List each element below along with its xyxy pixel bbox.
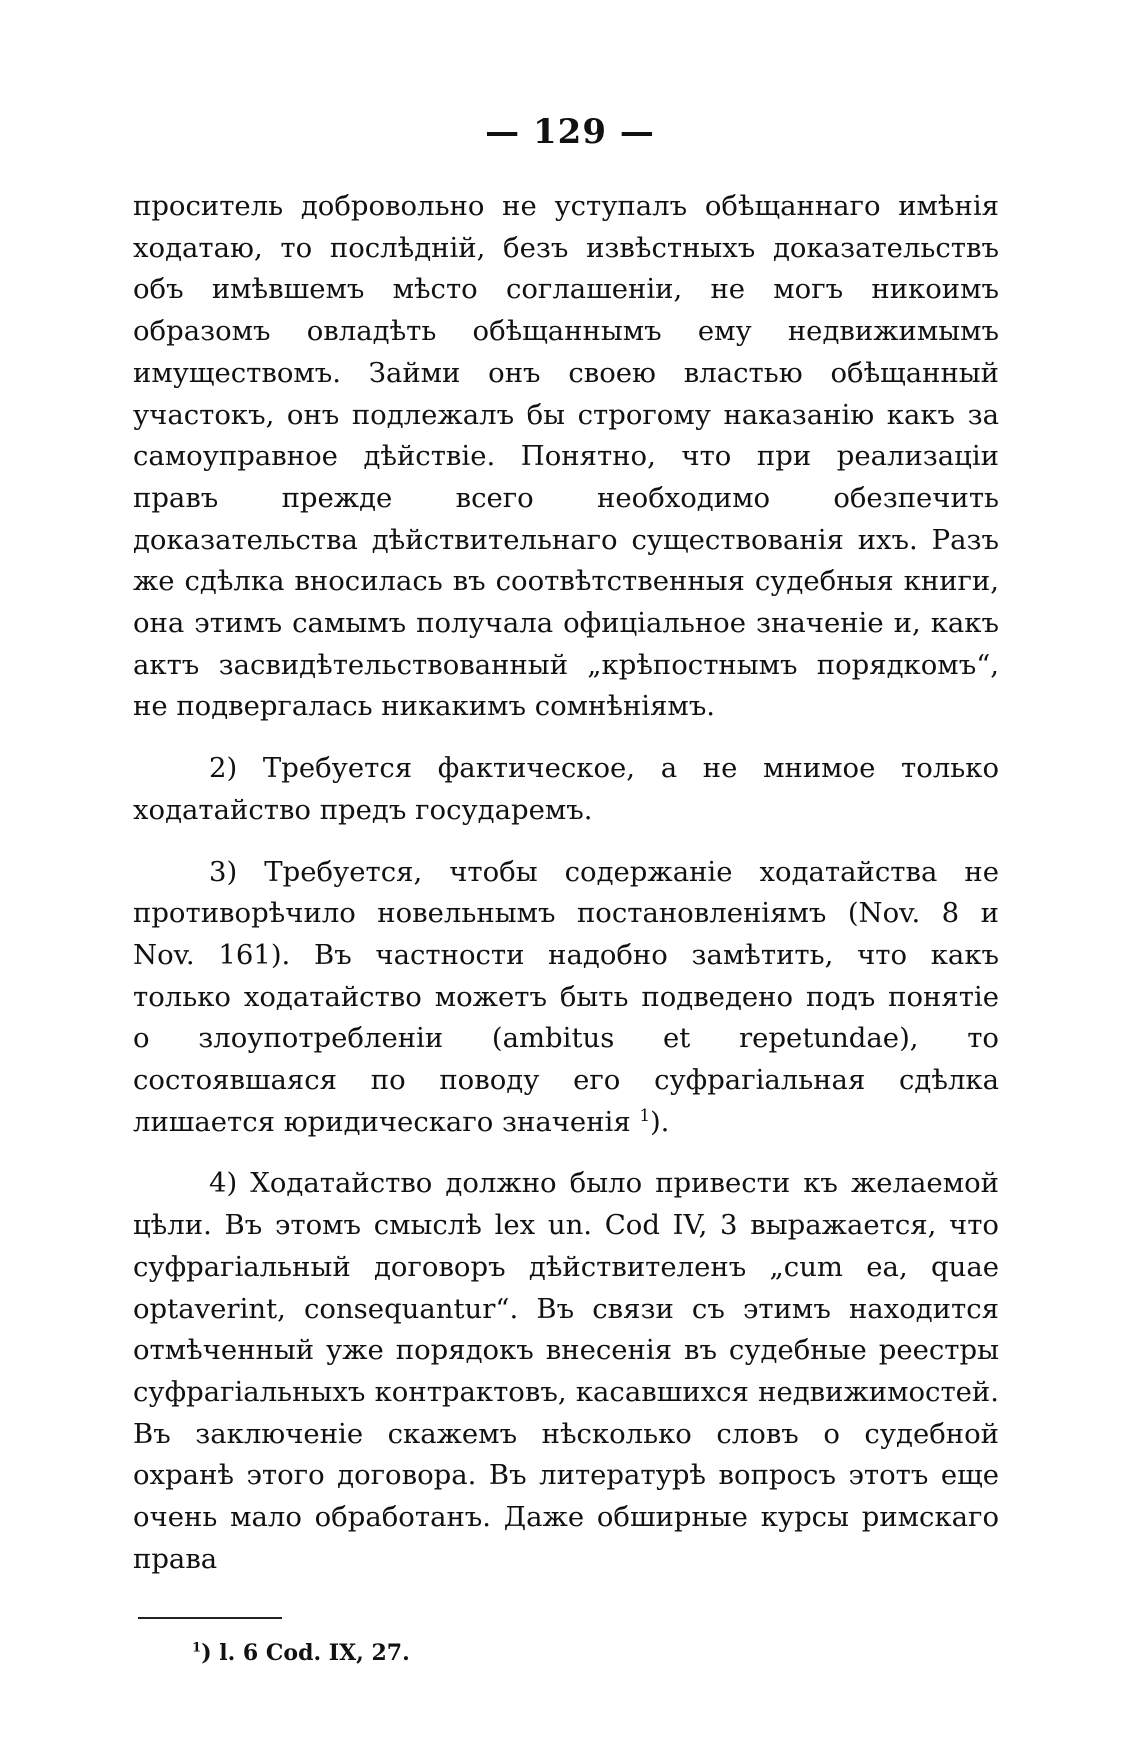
footnote-divider	[138, 1617, 282, 1619]
page-number: — 129 —	[485, 112, 655, 152]
footnote-text: ) l. 6 Cod. IX, 27.	[201, 1640, 410, 1666]
paragraph-2: 2) Требуется фактическое, а не мнимое только ходатайство предъ государемъ.	[133, 752, 999, 826]
paragraph-1: проситель добровольно не уступалъ обѣщаннаго имѣнія ходатаю, то послѣдній, безъ извѣстныхъ доказательствъ объ имѣвшемъ мѣсто соглашеніи, не могъ никоимъ образомъ овладѣть обѣщаннымъ ему недвижимымъ имуществомъ. Займи онъ своею властью обѣщанный участокъ, онъ подлежалъ бы строгому наказанію какъ за самоуправное дѣйствіе. Понятно, что при реализаціи правъ прежде всего необходимо обезпечить доказательства дѣйствительнаго существованія ихъ. Разъ же сдѣлка вносилась въ соотвѣтственныя судебныя книги, она этимъ самымъ получала офиціальное значеніе и, какъ актъ засвидѣтельствованный „крѣпостнымъ порядкомъ“, не подвергалась никакимъ сомнѣніямъ.	[133, 190, 999, 723]
paragraph-3-text: 3) Требуется, чтобы содержаніе ходатайства не противорѣчило новельнымъ постановленіямъ (Nov. 8 и Nov. 161). Въ частности надобно замѣтить, что какъ только ходатайство можетъ быть подведено подъ понятіе о злоупотребленіи (ambitus et repetundae), то состоявшаяся по поводу его суфрагіальная сдѣлка лишается юридическаго значенія	[133, 855, 999, 1138]
footnote-reference[interactable]: 1	[639, 1105, 650, 1125]
paragraph-4: 4) Ходатайство должно было привести къ желаемой цѣли. Въ этомъ смыслѣ lex un. Cod IV, 3 выражается, что суфрагіальный договоръ дѣйствителенъ „cum ea, quae optaverint, consequantur“. Въ связи съ этимъ находится отмѣченный уже порядокъ внесенія въ судебные реестры суфрагіальныхъ контрактовъ, касавшихся недвижимостей. Въ заключеніе скажемъ нѣсколько словъ о судебной охранѣ этого договора. Въ литературѣ вопросъ этотъ еще очень мало обработанъ. Даже обширные курсы римскаго права	[133, 1167, 999, 1575]
paragraph-3-end: ).	[649, 1105, 670, 1138]
paragraph-3	[133, 852, 999, 1144]
main-text	[133, 186, 999, 1581]
footnote-marker: 1	[192, 1640, 202, 1656]
footnote	[192, 1640, 410, 1666]
